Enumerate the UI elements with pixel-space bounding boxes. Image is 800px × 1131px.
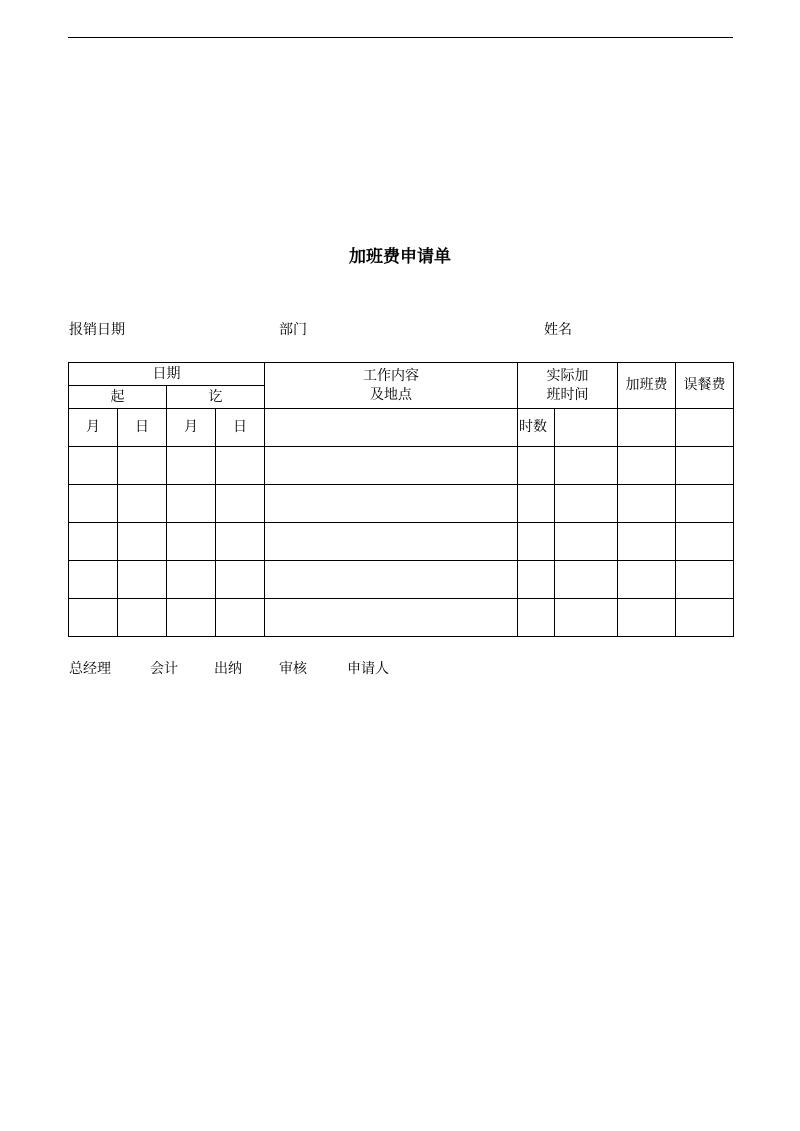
end-header: 讫 [208,388,223,405]
end-day-cell[interactable] [216,599,265,637]
start-day-header: 日 [118,409,167,447]
actual-overtime-header-line1: 实际加 [546,367,589,384]
end-month-cell[interactable] [167,561,216,599]
table-row [69,447,734,485]
overtime-fee-cell[interactable] [618,561,676,599]
end-month-header: 月 [167,409,216,447]
end-header-cell [167,386,265,409]
overtime-fee-blank [618,409,676,447]
hours-cell[interactable] [518,561,555,599]
end-day-cell[interactable] [216,523,265,561]
overtime-fee-cell[interactable] [618,599,676,637]
table-row [69,523,734,561]
meal-fee-header-cell [676,363,734,409]
overtime-fee-cell[interactable] [618,485,676,523]
reviewer-label: 审核 [279,661,307,677]
work-content-cell[interactable] [265,485,518,523]
meal-fee-cell[interactable] [676,523,734,561]
actual-time-blank [555,409,618,447]
actual-time-cell[interactable] [555,485,618,523]
header-row-1 [69,363,734,386]
start-day-cell[interactable] [118,485,167,523]
end-month-cell[interactable] [167,523,216,561]
start-month-cell[interactable] [69,447,118,485]
name-label: 姓名 [544,322,572,338]
date-header: 日期 [152,365,181,382]
accountant-label: 会计 [150,661,178,677]
work-content-header-cell [265,363,518,409]
page-title: 加班费申请单 [349,247,451,267]
meal-fee-header: 误餐费 [683,377,726,393]
overtime-fee-header-cell [618,363,676,409]
start-day-cell[interactable] [118,561,167,599]
hours-header: 时数 [518,409,555,447]
end-day-cell[interactable] [216,485,265,523]
meal-fee-cell[interactable] [676,599,734,637]
general-manager-label: 总经理 [69,661,111,677]
start-month-header: 月 [69,409,118,447]
work-content-header-line2: 及地点 [370,386,412,403]
start-month-cell[interactable] [69,523,118,561]
end-day-header: 日 [216,409,265,447]
table-row [69,599,734,637]
start-month-cell[interactable] [69,485,118,523]
date-header-cell [69,363,265,386]
overtime-form-table [68,362,734,637]
header-rule [68,37,733,38]
meal-fee-cell[interactable] [676,485,734,523]
start-header-cell [69,386,167,409]
hours-cell[interactable] [518,599,555,637]
start-month-cell[interactable] [69,561,118,599]
actual-time-cell[interactable] [555,599,618,637]
claim-date-label: 报销日期 [69,322,125,338]
overtime-fee-header: 加班费 [625,377,668,393]
header-row-3 [69,409,734,447]
actual-time-cell[interactable] [555,447,618,485]
overtime-fee-cell[interactable] [618,523,676,561]
work-content-cell[interactable] [265,447,518,485]
actual-time-cell[interactable] [555,523,618,561]
work-content-cell[interactable] [265,523,518,561]
meal-fee-blank [676,409,734,447]
table-row [69,561,734,599]
cashier-label: 出纳 [214,661,242,677]
start-day-cell[interactable] [118,447,167,485]
overtime-fee-cell[interactable] [618,447,676,485]
end-day-cell[interactable] [216,447,265,485]
end-month-cell[interactable] [167,599,216,637]
actual-overtime-header-line2: 班时间 [546,386,589,403]
work-content-blank [265,409,518,447]
actual-time-cell[interactable] [555,561,618,599]
end-month-cell[interactable] [167,485,216,523]
meal-fee-cell[interactable] [676,447,734,485]
applicant-label: 申请人 [347,661,389,677]
start-day-cell[interactable] [118,523,167,561]
table-row [69,485,734,523]
hours-cell[interactable] [518,447,555,485]
start-header: 起 [110,388,125,405]
work-content-cell[interactable] [265,599,518,637]
work-content-cell[interactable] [265,561,518,599]
start-day-cell[interactable] [118,599,167,637]
work-content-header-line1: 工作内容 [363,367,419,384]
hours-cell[interactable] [518,523,555,561]
end-month-cell[interactable] [167,447,216,485]
department-label: 部门 [279,322,307,338]
hours-cell[interactable] [518,485,555,523]
meal-fee-cell[interactable] [676,561,734,599]
start-month-cell[interactable] [69,599,118,637]
end-day-cell[interactable] [216,561,265,599]
actual-overtime-header-cell [518,363,618,409]
